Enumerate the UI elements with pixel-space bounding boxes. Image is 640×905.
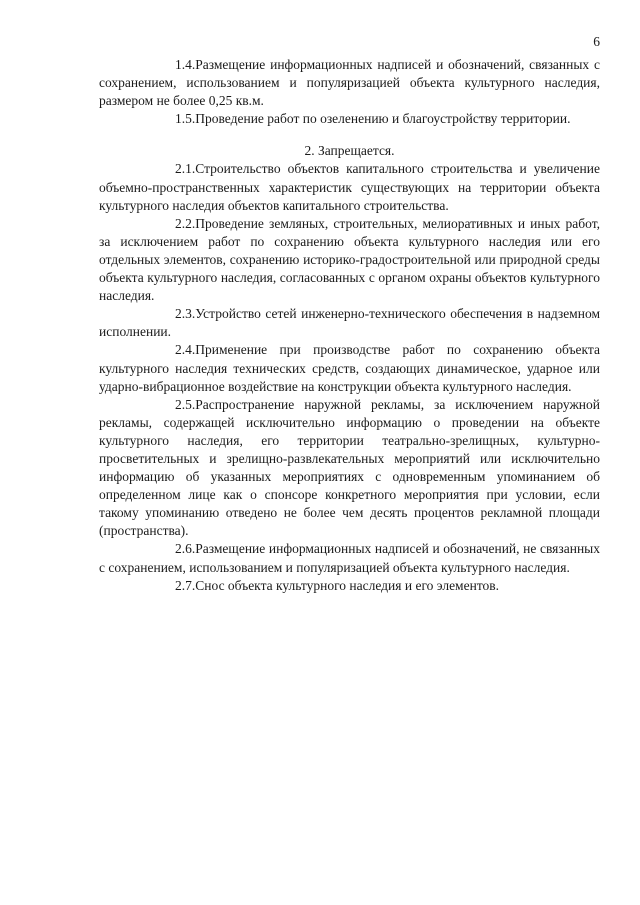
list-item-2-6 (99, 540, 600, 576)
list-item-2-2 (99, 215, 600, 305)
item-number: 1.5. (175, 111, 196, 127)
list-item-2-3 (99, 305, 600, 341)
document-body (99, 56, 600, 595)
list-item-2-4 (99, 341, 600, 395)
item-number: 2.5. (175, 396, 196, 412)
item-number: 2.6. (175, 541, 196, 557)
item-number: 2.7. (175, 577, 196, 593)
item-text: Проведение работ по озеленению и благоустройству территории. (195, 111, 571, 127)
page-number: 6 (593, 34, 600, 49)
item-text: Применение при производстве работ по сохранению объекта культурного наследия технических средств, создающих динамическое, ударное или ударно-вибрационное воздействие на конструкции объекта культурного наследия. (99, 342, 600, 394)
item-text: Размещение информационных надписей и обозначений, не связанных с сохранением, использованием и популяризацией объекта культурного наследия. (99, 541, 600, 575)
item-number: 2.4. (175, 342, 196, 358)
item-number: 1.4. (175, 57, 196, 72)
item-text: Размещение информационных надписей и обозначений, связанных с сохранением, использованием и популяризацией объекта культурного наследия, размером не более 0,25 кв.м. (99, 57, 600, 109)
item-text: Устройство сетей инженерно-технического обеспечения в надземном исполнении. (99, 306, 600, 340)
list-item-1-4 (99, 56, 600, 110)
list-item-2-7 (99, 577, 600, 595)
item-text: Распространение наружной рекламы, за исключением наружной рекламы, содержащей исключительно информацию о проведении на объекте культурного наследия, его территории театрально-зрелищных, культурно-просветительных и зрелищно-развлекательных мероприятий или исключительно информацию об указанных мероприятиях с одновременным упоминанием об определенном лице как о спонсоре конкретного мероприятия при условии, если такому упоминанию отведено не более чем десять процентов рекламной площади (пространства). (99, 396, 600, 539)
item-text: Снос объекта культурного наследия и его элементов. (195, 577, 500, 593)
item-text: Проведение земляных, строительных, мелиоративных и иных работ, за исключением работ по сохранению объекта культурного наследия или его отдельных элементов, сохранению историко-градостроительной или природной среды объекта культурного наследия, согласованных с органом охраны объектов культурного наследия. (99, 215, 600, 304)
list-item-1-5 (99, 110, 600, 128)
section-heading: 2. Запрещается. (304, 143, 395, 159)
list-item-2-1 (99, 160, 600, 214)
item-number: 2.2. (175, 215, 196, 231)
item-text: Строительство объектов капитального строительства и увеличение объемно-пространственных характеристик существующих на территории объекта культурного наследия объектов капитального строительства. (99, 161, 600, 213)
list-item-2-5 (99, 396, 600, 541)
item-number: 2.3. (175, 306, 196, 322)
item-number: 2.1. (175, 161, 196, 177)
